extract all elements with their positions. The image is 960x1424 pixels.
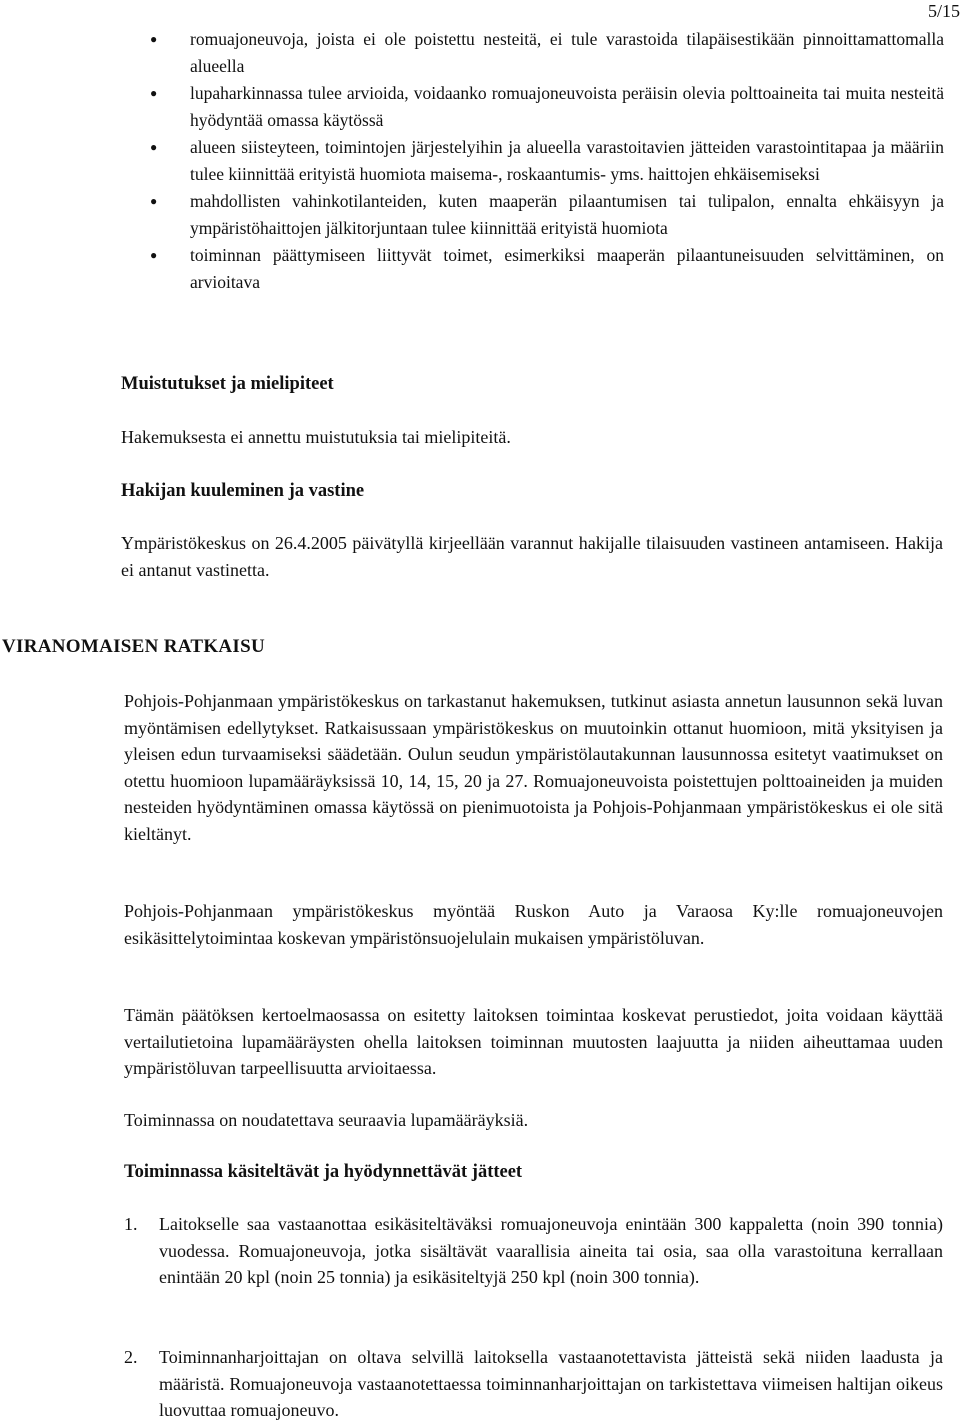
item-text: Laitokselle saa vastaanottaa esikäsiteltäväksi romuajoneuvoja enintään 300 kappaletta (noin 390 tonnia) vuodessa. Romuajoneuvoja, jotka sisältävät vaarallisia aineita tai osia, saa olla varastoituna kerrallaan enintään 20 kpl (noin 25 tonnia) ja esikäsiteltyjä 250 kpl (noin 300 tonnia).: [159, 1214, 943, 1287]
bullet-item: ● toiminnan päättymiseen liittyvät toimet, esimerkiksi maaperän pilaantuneisuuden selvittäminen, on arvioitava: [150, 242, 944, 296]
muistutukset-text: Hakemuksesta ei annettu muistutuksia tai mielipiteitä.: [121, 427, 511, 447]
kuuleminen-heading: Hakijan kuuleminen ja vastine: [121, 481, 365, 501]
page-number: 5/15: [927, 1, 960, 21]
lupamaarays-list-2: [124, 1344, 943, 1424]
item-number: 2.: [124, 1347, 138, 1367]
list-item: [124, 1344, 943, 1424]
ratkaisu-paragraph-3: Tämän päätöksen kertoelmaosassa on esitetty laitoksen toimintaa koskevat perustiedot, joita voidaan käyttää vertailutietoina lupamääräysten ohella laitoksen toiminnan muutosten laajuutta ja niiden aiheuttamaa uuden ympäristöluvan tarpeellisuutta arvioitaessa.: [124, 1005, 943, 1078]
bullet-item: ● mahdollisten vahinkotilanteiden, kuten maaperän pilaantumisen tai tulipalon, ennalta ehkäisyyn ja ympäristöhaittojen jälkitorjuntaan tulee kiinnittää erityistä huomiota: [150, 188, 944, 242]
ratkaisu-paragraph-4: Toiminnassa on noudatettava seuraavia lupamääräyksiä.: [124, 1110, 529, 1130]
item-text: Toiminnanharjoittajan on oltava selvillä laitoksella vastaanotettavista jätteistä sekä niiden laadusta ja määristä. Romuajoneuvoja vastaanotettaessa toiminnanharjoittajan on tarkistettava viimeisen haltijan oikeus luovuttaa romuajoneuvo.: [159, 1347, 943, 1420]
bullet-item: ● romuajoneuvoja, joista ei ole poistettu nesteitä, ei tule varastoida tilapäisestikään pinnoittamattomalla alueella: [150, 26, 944, 80]
lupamaarays-list-1: [124, 1211, 943, 1291]
jatteet-heading: Toiminnassa käsiteltävät ja hyödynnettävät jätteet: [124, 1162, 523, 1182]
bullet-item: ● lupaharkinnassa tulee arvioida, voidaanko romuajoneuvoista peräisin olevia polttoaineita tai muita nesteitä hyödyntää omassa käytössä: [150, 80, 944, 134]
ratkaisu-heading: VIRANOMAISEN RATKAISU: [2, 636, 266, 657]
bullet-item: ● alueen siisteyteen, toimintojen järjestelyihin ja alueella varastoitavien jätteiden varastointitapaa ja määriin tulee kiinnittää erityistä huomiota maisema-, roskaantumis- yms. haittojen ehkäisemiseksi: [150, 134, 944, 188]
muistutukset-heading: Muistutukset ja mielipiteet: [121, 374, 334, 394]
item-number: 1.: [124, 1214, 138, 1234]
list-item: [124, 1211, 943, 1291]
ratkaisu-paragraph-1: Pohjois-Pohjanmaan ympäristökeskus on tarkastanut hakemuksen, tutkinut asiasta annetun lausunnon sekä luvan myöntämisen edellytykset. Ratkaisussaan ympäristökeskus on muutoinkin ottanut huomioon, mitä yksityisen ja yleisen edun turvaamiseksi säädetään. Oulun seudun ympäristölautakunnan lausunnossa esitetyt vaatimukset on otettu huomioon lupamääräyksissä 10, 14, 15, 20 ja 27. Romuajoneuvoista poistettujen polttoaineiden ja muiden nesteiden hyödyntäminen omassa käytössä on pienimuotoista ja Pohjois-Pohjanmaan ympäristökeskus ei ole sitä kieltänyt.: [124, 691, 943, 844]
kuuleminen-text: Ympäristökeskus on 26.4.2005 päivätyllä kirjeellään varannut hakijalle tilaisuuden vastineen antamiseen. Hakija ei antanut vastinetta.: [121, 533, 943, 580]
ratkaisu-paragraph-2: Pohjois-Pohjanmaan ympäristökeskus myöntää Ruskon Auto ja Varaosa Ky:lle romuajoneuvojen esikäsittelytoimintaa koskevan ympäristönsuojelulain mukaisen ympäristöluvan.: [124, 901, 943, 948]
bullet-list: [150, 26, 944, 296]
